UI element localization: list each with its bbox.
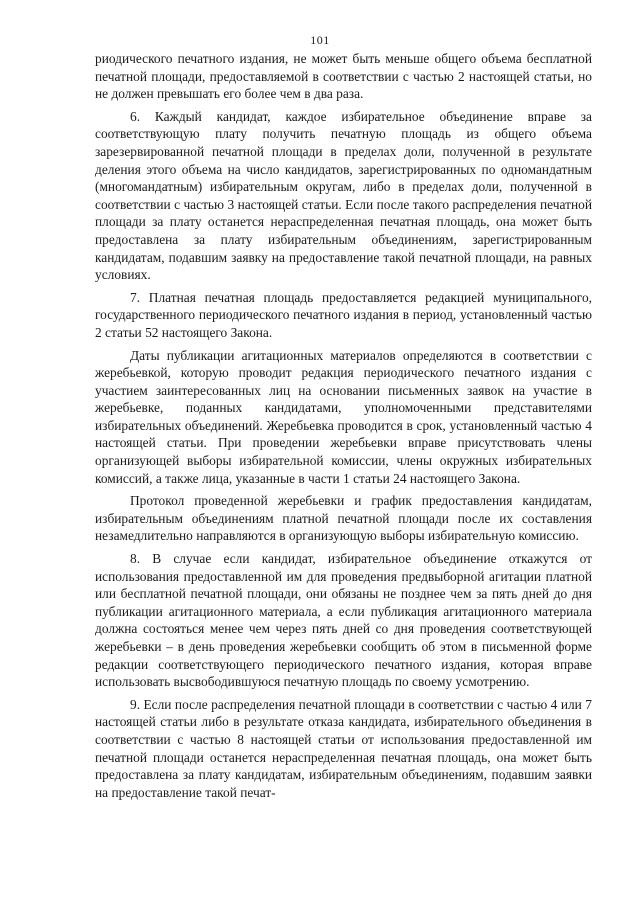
paragraph-clause-8: 8. В случае если кандидат, избирательное объединение откажутся от использования предоставленной им для проведения предвыборной агитации платной или бесплатной печатной площади, они обязаны не позднее чем за пять дней до дня публикации агитационного материала, а если публикация агитационного материала должна состояться менее чем через пять дней со дня проведения соответствующей жеребьевки – в день проведения жеребьевки сообщить об этом в письменной форме редакции соответствующего периодического печатного издания, которая вправе использовать высвободившуюся печатную площадь по своему усмотрению. xyxy=(95,551,592,690)
paragraph-continuation: риодического печатного издания, не может быть меньше общего объема бесплатной печатной площади, предоставляемой в соответствии с частью 2 настоящей статьи, но не должен превышать его более чем в два раза. xyxy=(95,51,592,102)
paragraph-clause-6: 6. Каждый кандидат, каждое избирательное объединение вправе за соответствующую плату получить печатную площадь из общего объема зарезервированной печатной площади в пределах доли, полученной в результате деления этого объема на число кандидатов, зарегистрированных по одномандатным (многомандатным) избирательным округам, либо в пределах доли, полученной в соответствии с частью 3 настоящей статьи. Если после такого распределения печатной площади за плату останется нераспределенная печатная площадь, она может быть предоставлена за плату избирательным объединениям, зарегистрированным кандидатам, подавшим заявку на предоставление такой печатной площади, на равных условиях. xyxy=(95,108,592,283)
page-number: 101 xyxy=(310,33,330,47)
paragraph-publication-dates: Даты публикации агитационных материалов определяются в соответствии с жеребьевкой, которую проводит редакция периодического печатного издания с участием заинтересованных лиц на основании письменных заявок на участие в жеребьевке, поданных кандидатами, уполномоченными представителями избирательных объединений. Жеребьевка проводится в срок, установленный частью 4 настоящей статьи. При проведении жеребьевки вправе присутствовать члены организующей выборы избирательной комиссии, члены окружных избирательных комиссий, а также лица, указанные в части 1 статьи 24 настоящего Закона. xyxy=(95,347,592,486)
document-body xyxy=(95,50,592,801)
paragraph-protocol: Протокол проведенной жеребьевки и график предоставления кандидатам, избирательным объединениям платной печатной площади после их составления незамедлительно направляются в организующую выборы избирательную комиссию. xyxy=(95,493,592,544)
paragraph-clause-9: 9. Если после распределения печатной площади в соответствии с частью 4 или 7 настоящей статьи либо в результате отказа кандидата, избирательного объединения в соответствии с частью 8 настоящей статьи от использования предоставленной им печатной площади останется нераспределенная печатная площадь, она может быть предоставлена за плату кандидатам, избирательным объединениям, подавшим заявки на предоставление такой печат- xyxy=(95,696,592,800)
paragraph-clause-7: 7. Платная печатная площадь предоставляется редакцией муниципального, государственного периодического печатного издания в период, установленный частью 2 статьи 52 настоящего Закона. xyxy=(95,289,592,340)
